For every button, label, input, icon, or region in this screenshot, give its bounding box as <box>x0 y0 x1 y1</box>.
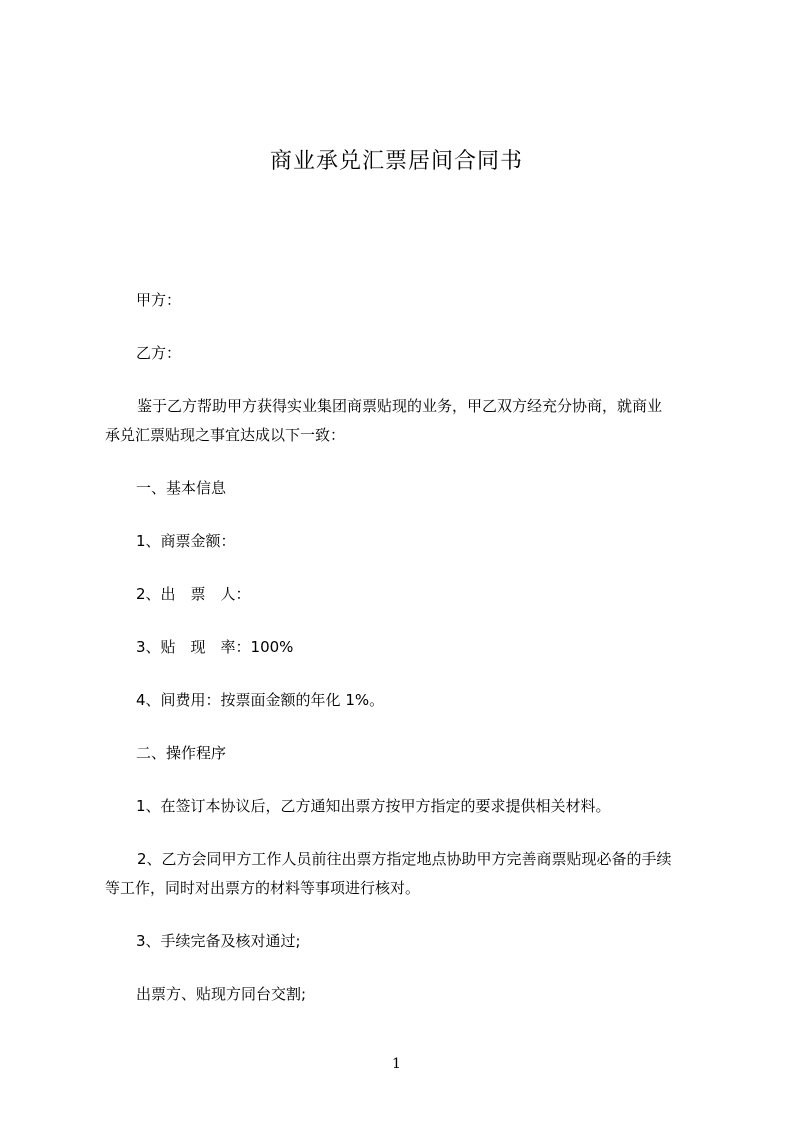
section1-item-drawer: 2、出 票 人： <box>136 585 251 603</box>
page-number: 1 <box>392 1056 401 1072</box>
party-b-label: 乙方： <box>136 344 182 362</box>
intro-paragraph-line1: 鉴于乙方帮助甲方获得实业集团商票贴现的业务，甲乙双方经充分协商，就商业 <box>137 397 663 415</box>
section1-item-amount: 1、商票金额： <box>136 532 236 550</box>
section1-item-discount-rate: 3、贴 现 率：100% <box>136 638 294 656</box>
section2-item1: 1、在签订本协议后，乙方通知出票方按甲方指定的要求提供相关材料。 <box>136 797 611 815</box>
section2-item3: 3、手续完备及核对通过; <box>136 932 301 950</box>
section2-item2-line2: 等工作，同时对出票方的材料等事项进行核对。 <box>105 879 421 897</box>
section2-item2-line1: 2、乙方会同甲方工作人员前往出票方指定地点协助甲方完善商票贴现必备的手续 <box>137 850 672 868</box>
section2-item4: 出票方、贴现方同台交割; <box>136 985 307 1003</box>
section1-item-fee: 4、间费用：按票面金额的年化 1%。 <box>136 691 385 709</box>
party-a-label: 甲方： <box>136 291 182 309</box>
intro-paragraph-line2: 承兑汇票贴现之事宜达成以下一致： <box>105 426 346 444</box>
section2-heading: 二、操作程序 <box>136 744 227 762</box>
document-title: 商业承兑汇票居间合同书 <box>269 149 523 174</box>
section1-heading: 一、基本信息 <box>136 479 227 497</box>
